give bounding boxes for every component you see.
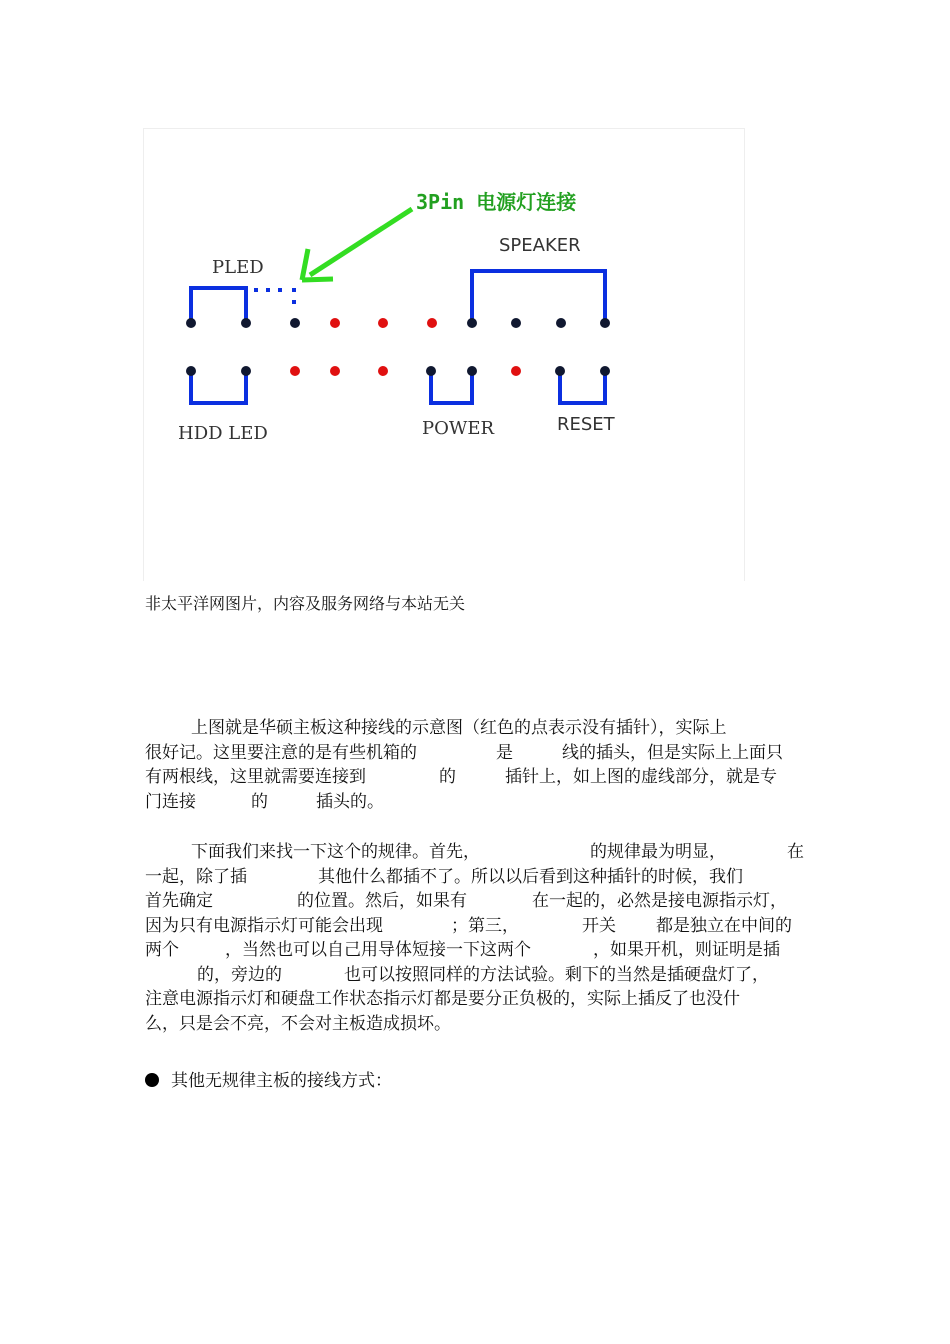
text-run: ，当然也可以自己用导体短接一下这两个 xyxy=(225,940,531,960)
text-run: ；第三， xyxy=(451,915,519,936)
text-run: 插头的。 xyxy=(316,791,384,812)
reset-label: RESET xyxy=(557,414,615,435)
pin xyxy=(467,366,477,376)
speaker-label: SPEAKER xyxy=(499,235,581,256)
reset-wire xyxy=(560,371,605,403)
text-run: 线的插头，但是实际上上面只 xyxy=(562,742,783,763)
text-run: 插针上，如上图的虚线部分，就是专 xyxy=(505,767,777,787)
callout-label: 3Pin 电源灯连接 xyxy=(416,190,577,214)
power-label: POWER xyxy=(422,418,495,439)
missing-pin xyxy=(378,318,388,328)
hdd-led-label: HDD LED xyxy=(178,423,268,444)
text-run: 在 xyxy=(787,842,804,862)
pin xyxy=(426,366,436,376)
pled-wire xyxy=(191,288,246,322)
missing-pin xyxy=(330,366,340,376)
bottom-pin-row xyxy=(186,366,610,376)
pin xyxy=(241,366,251,376)
pin-diagram xyxy=(144,129,744,581)
paragraph-1 xyxy=(145,716,810,814)
text-run: 一起，除了插 xyxy=(145,866,247,887)
text-run: 注意电源指示灯和硬盘工作状态指示灯都是要分正负极的，实际上插反了也没什 xyxy=(145,989,740,1009)
text-run: 都是独立在中间的 xyxy=(656,915,792,936)
text-run: 的规律最为明显， xyxy=(590,842,726,862)
missing-pin xyxy=(427,318,437,328)
text-run: 么，只是会不亮，不会对主板造成损坏。 xyxy=(145,1013,451,1034)
pin xyxy=(555,366,565,376)
text-run: 是 xyxy=(496,742,513,763)
text-run: 在一起的，必然是接电源指示灯， xyxy=(532,891,787,911)
dotted-wire xyxy=(254,288,296,304)
text-run: 的 xyxy=(439,767,456,787)
text-run: 两个 xyxy=(145,940,179,960)
missing-pin xyxy=(378,366,388,376)
pin xyxy=(511,318,521,328)
text-run: 开关 xyxy=(582,915,616,936)
pled-label: PLED xyxy=(212,257,264,278)
bullet-item xyxy=(145,1066,392,1091)
text-run: 上图就是华硕主板这种接线的示意图（红色的点表示没有插针），实际上 xyxy=(191,718,727,738)
text-run: 有两根线，这里就需要连接到 xyxy=(145,767,366,787)
text-run: 的，旁边的 xyxy=(197,964,282,985)
bullet-text: 其他无规律主板的接线方式： xyxy=(171,1071,392,1091)
paragraph-2 xyxy=(145,840,810,1036)
text-run: 因为只有电源指示灯可能会出现 xyxy=(145,915,383,936)
text-run: 下面我们来找一下这个的规律。首先， xyxy=(191,842,480,862)
top-pin-row xyxy=(186,318,610,328)
pin xyxy=(556,318,566,328)
missing-pin xyxy=(330,318,340,328)
text-run: 其他什么都插不了。所以以后看到这种插针的时候，我们 xyxy=(318,866,743,887)
hdd-led-wire xyxy=(191,371,246,403)
missing-pin xyxy=(511,366,521,376)
bullet-dot-icon xyxy=(145,1073,159,1087)
pin xyxy=(241,318,251,328)
pin xyxy=(186,318,196,328)
speaker-wire xyxy=(472,271,605,322)
arrow-icon xyxy=(302,209,412,280)
pin xyxy=(600,318,610,328)
text-run: 首先确定 xyxy=(145,891,213,911)
text-run: ，如果开机，则证明是插 xyxy=(593,940,780,960)
text-run: 也可以按照同样的方法试验。剩下的当然是插硬盘灯了， xyxy=(344,964,769,985)
text-run: 很好记。这里要注意的是有些机箱的 xyxy=(145,742,417,763)
wires xyxy=(191,271,605,403)
text-run: 的位置。然后，如果有 xyxy=(297,891,467,911)
pin xyxy=(600,366,610,376)
text-run: 门连接 xyxy=(145,791,196,812)
text-run: 的 xyxy=(251,791,268,812)
power-wire xyxy=(431,371,472,403)
pin xyxy=(186,366,196,376)
pin xyxy=(290,318,300,328)
figure-caption: 非太平洋网图片，内容及服务网络与本站无关 xyxy=(145,594,466,613)
pin-diagram-figure xyxy=(143,128,745,581)
missing-pin xyxy=(290,366,300,376)
pin xyxy=(467,318,477,328)
